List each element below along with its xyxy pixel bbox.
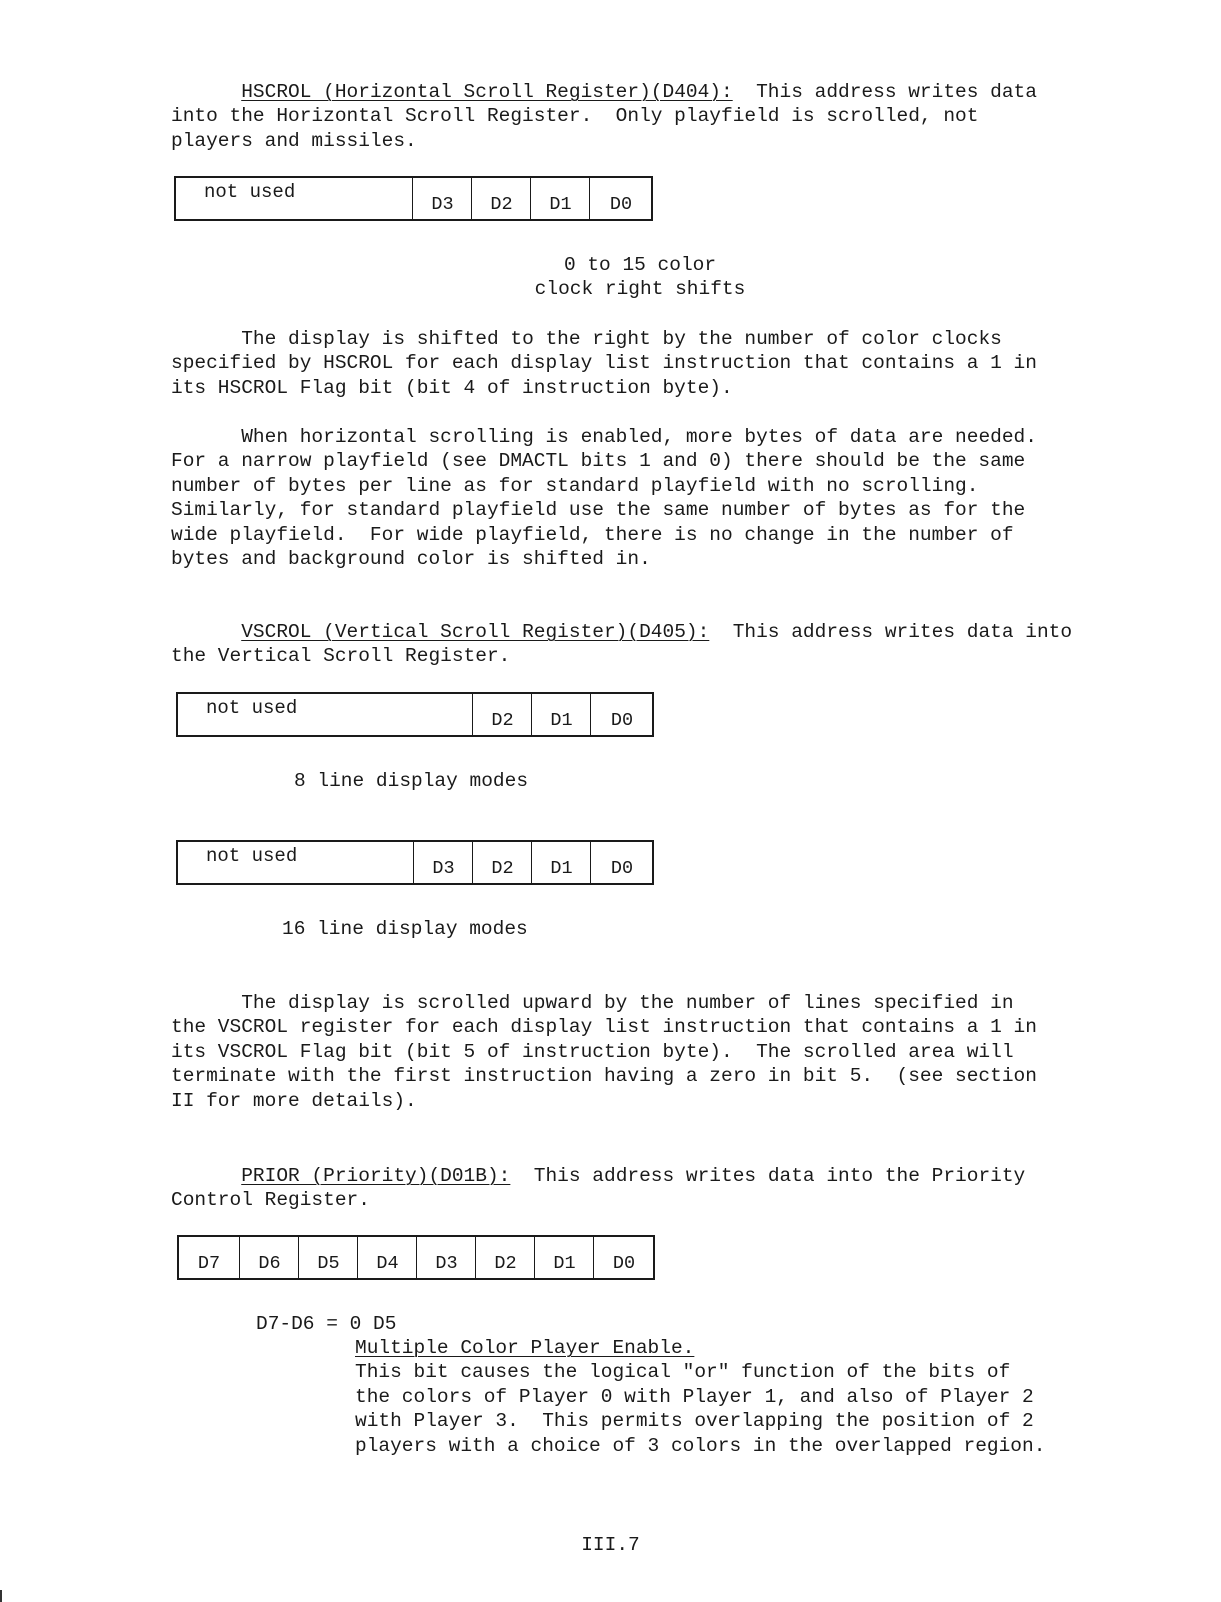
scan-edge-mark: [0, 1590, 2, 1602]
vscrol-intro: [171, 620, 1072, 669]
hscrol-not-used-label: not used: [204, 181, 296, 203]
hscrol-intro-line1-rest: This address writes data: [732, 81, 1037, 103]
vscrol16-bit-cell: D2: [472, 842, 532, 883]
prior-intro-line2: Control Register.: [171, 1189, 370, 1212]
prior-intro: [171, 1164, 1025, 1213]
hscrol-bit-cell: D3: [412, 178, 472, 219]
prior-d7-d6-line: D7-D6 = 0 D5: [256, 1313, 397, 1335]
hscrol-paragraph-1: The display is shifted to the right by the number of color clocks specified by HSCROL for each display list instruction that contains a 1 in its HSCROL Flag bit (bit 4 of instruction byte).: [171, 328, 1037, 399]
prior-bit-cell: D1: [534, 1237, 594, 1278]
prior-bit-cell: D3: [416, 1237, 476, 1278]
prior-heading: PRIOR (Priority)(D01B):: [241, 1165, 511, 1187]
vscrol-paragraph: The display is scrolled upward by the number of lines specified in the VSCROL register for each display list instruction that contains a 1 in its VSCROL Flag bit (bit 5 of instruction byte). The scrolled area will terminate with the first instruction having a zero in bit 5. (see section II for more details).: [171, 992, 1037, 1112]
vscrol-register-8-diagram: [176, 692, 654, 737]
prior-bit-cell: D6: [239, 1237, 299, 1278]
vscrol-8-line-caption: 8 line display modes: [294, 770, 529, 792]
vscrol8-bit-cell: D0: [590, 694, 653, 735]
hscrol-bit-cell: D0: [589, 178, 652, 219]
page-number: III.7: [581, 1534, 640, 1556]
prior-bit-cell: D7: [197, 1252, 221, 1274]
hscrol-paragraph-2: When horizontal scrolling is enabled, more bytes of data are needed. For a narrow playfield (see DMACTL bits 1 and 0) there should be the same number of bytes per line as for standard playfield with no scrolling. Similarly, for standard playfield use the same number of bytes as for the wide playfield. For wide playfield, there is no change in the number of bytes and background color is shifted in.: [171, 426, 1037, 571]
vscrol16-bit-cell: D1: [531, 842, 591, 883]
vscrol-intro-line1-rest: This address writes data into: [709, 621, 1073, 643]
hscrol-caption: 0 to 15 color clock right shifts: [534, 254, 746, 301]
prior-bit-cell: D0: [593, 1237, 654, 1278]
vscrol8-bit-cell: D2: [472, 694, 532, 735]
prior-register-diagram: [177, 1235, 655, 1280]
hscrol-intro-line3: players and missiles.: [171, 129, 417, 152]
vscrol-16-line-caption: 16 line display modes: [282, 918, 528, 940]
prior-d5-title: Multiple Color Player Enable.: [355, 1337, 695, 1359]
vscrol16-bit-cell: D0: [590, 842, 653, 883]
hscrol-intro: [171, 80, 1037, 153]
prior-bit-cell: D4: [357, 1237, 417, 1278]
hscrol-intro-line2: into the Horizontal Scroll Register. Only playfield is scrolled, not: [171, 105, 979, 128]
hscrol-bit-cell: D1: [530, 178, 590, 219]
vscrol8-not-used-label: not used: [206, 697, 298, 719]
vscrol8-bit-cell: D1: [531, 694, 591, 735]
vscrol16-not-used-label: not used: [206, 845, 298, 867]
hscrol-heading: HSCROL (Horizontal Scroll Register)(D404):: [241, 81, 733, 103]
vscrol16-bit-cell: D3: [413, 842, 473, 883]
vscrol-heading: VSCROL (Vertical Scroll Register)(D405):: [241, 621, 710, 643]
vscrol-register-16-diagram: [176, 840, 654, 885]
vscrol-intro-line2: the Vertical Scroll Register.: [171, 645, 511, 668]
prior-intro-line1-rest: This address writes data into the Priority: [510, 1165, 1026, 1187]
hscrol-bit-cell: D2: [471, 178, 531, 219]
prior-d5-description: Multiple Color Player Enable. This bit causes the logical "or" function of the bits of the colors of Player 0 with Player 1, and also of Player 2 with Player 3. This permits overlapping the position of 2 players with a choice of 3 colors in the overlapped region.: [355, 1337, 1046, 1457]
hscrol-register-diagram: [174, 176, 653, 221]
prior-bit-cell: D5: [298, 1237, 358, 1278]
prior-bit-cell: D2: [475, 1237, 535, 1278]
